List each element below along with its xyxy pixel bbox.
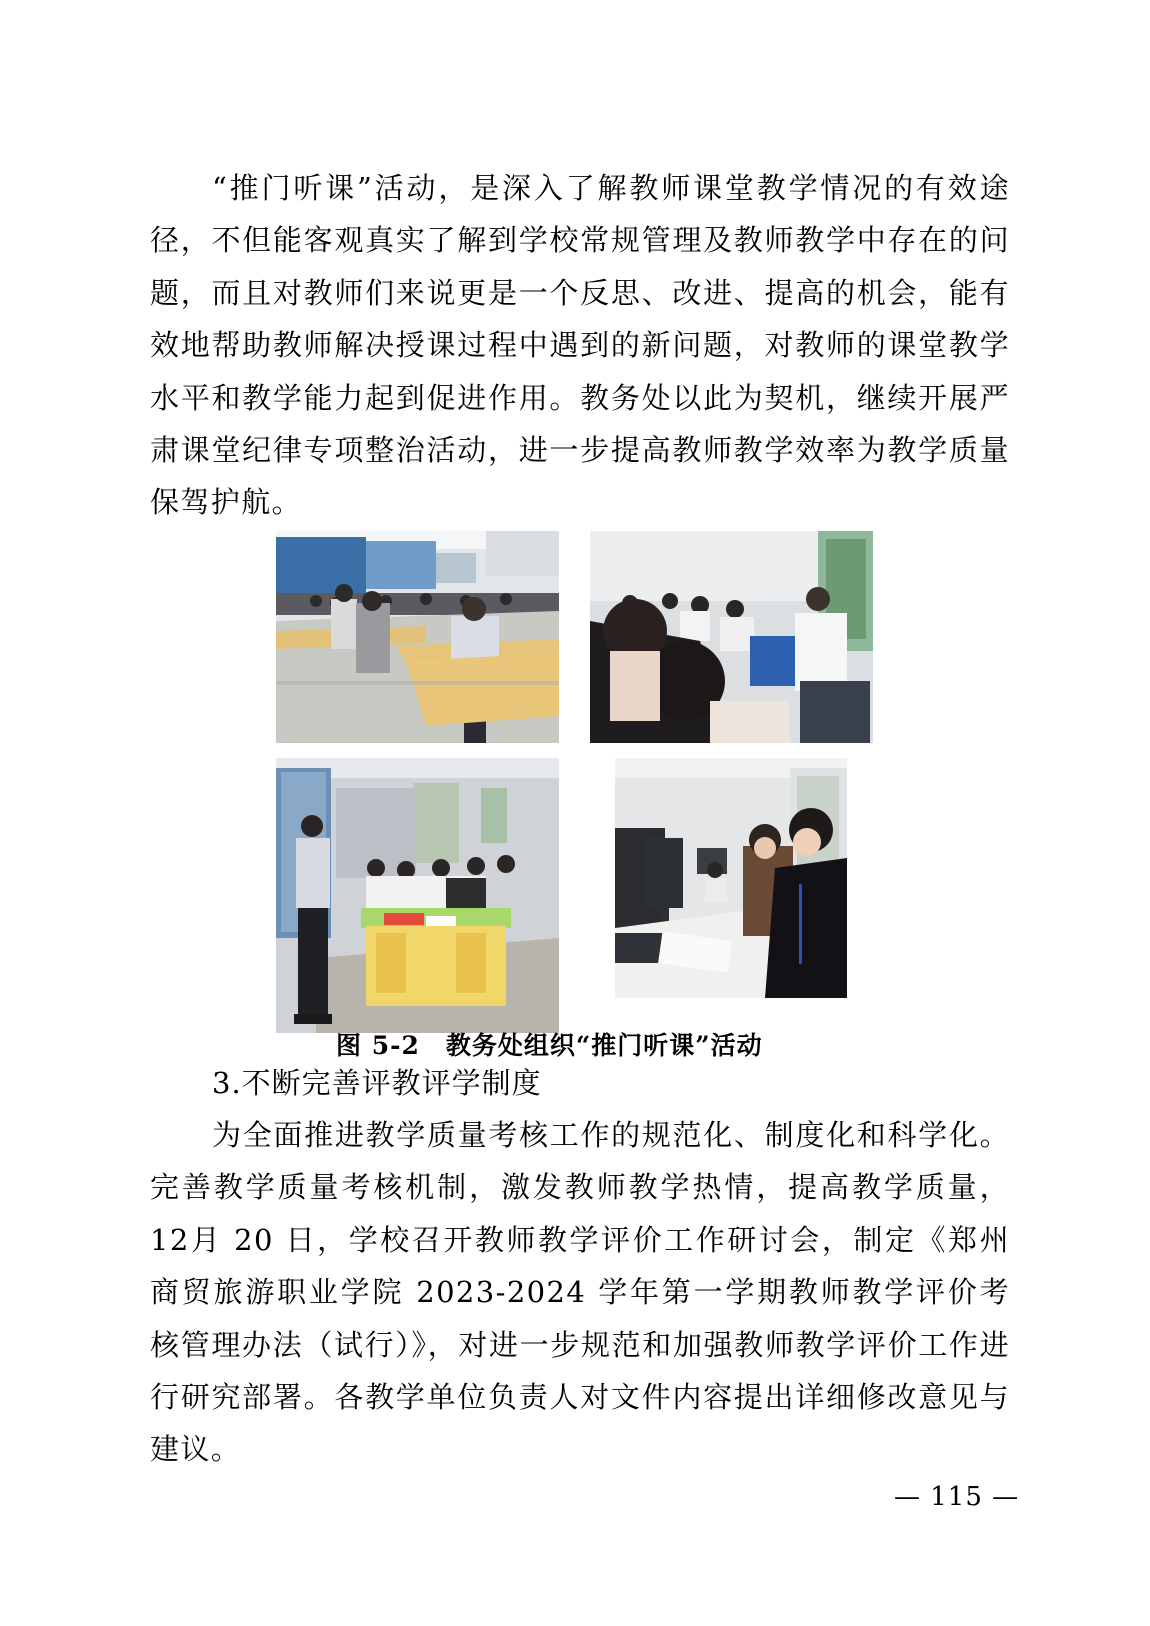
classroom-observation-photo-4 — [615, 758, 847, 998]
body-paragraph-1: “推门听课”活动，是深入了解教师课堂教学情况的有效途径，不但能客观真实了解到学校常规管理及教师教学中存在的问题，而且对教师们来说更是一个反思、改进、提高的机会，能有效地帮助教师解决授课过程中遇到的新问题，对教师的课堂教学水平和教学能力起到促进作用。教务处以此为契机，继续开展严肃课堂纪律专项整治活动，进一步提高教师教学效率为教学质量保驾护航。 — [150, 171, 1010, 520]
classroom-observation-photo-2 — [590, 531, 873, 743]
section-heading: 3.不断完善评教评学制度 — [212, 1066, 542, 1100]
classroom-observation-photo-3 — [276, 758, 559, 1033]
figure-caption: 图 5-2 教务处组织“推门听课”活动 — [336, 1031, 763, 1060]
classroom-observation-photo-1 — [276, 531, 559, 743]
page-number: — 115 — — [894, 1482, 1020, 1512]
body-paragraph-2: 为全面推进教学质量考核工作的规范化、制度化和科学化。完善教学质量考核机制，激发教师教学热情，提高教学质量，12月 20 日，学校召开教师教学评价工作研讨会，制定《郑州商贸旅游职业学院 2023-2024 学年第一学期教师教学评价考核管理办法（试行）》，对进一步规范和加强教师教学评价工作进行研究部署。各教学单位负责人对文件内容提出详细修改意见与建议。 — [150, 1118, 1010, 1467]
